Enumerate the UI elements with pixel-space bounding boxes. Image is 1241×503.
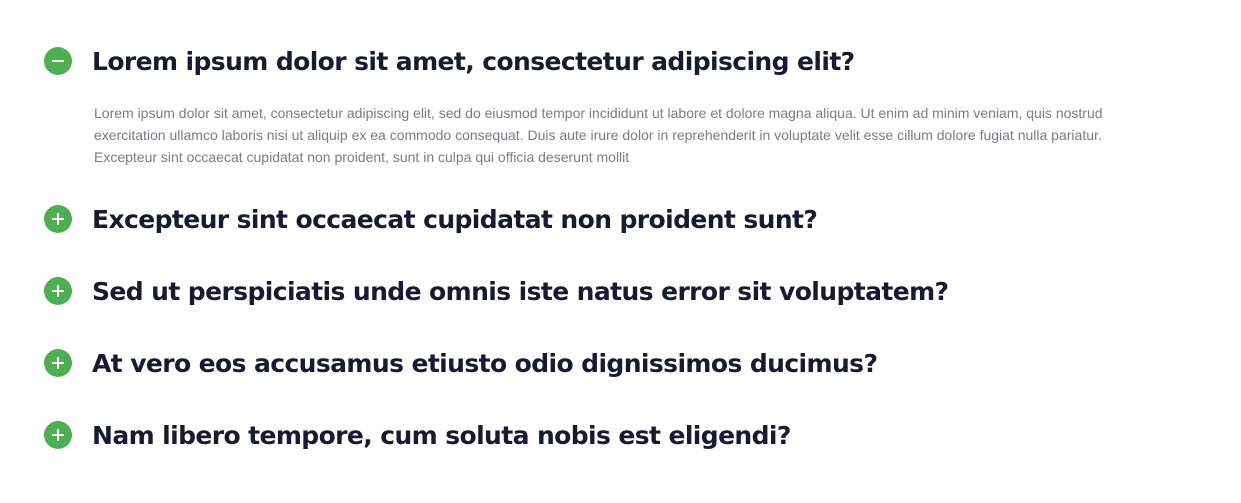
faq-item xyxy=(44,415,791,455)
faq-question-header[interactable] xyxy=(44,415,791,455)
faq-item xyxy=(44,199,817,239)
faq-answer: Lorem ipsum dolor sit amet, consectetur adipiscing elit, sed do eiusmod tempor incididunt ut labore et dolore magna aliqua. Ut enim ad minim veniam, quis nostrud exercitation ullamco laboris nisi ut aliquip ex ea commodo consequat. Duis aute irure dolor in reprehenderit in voluptate velit esse cillum dolore fugiat nulla pariatur. Excepteur sint occaecat cupidatat non proident, sunt in culpa qui officia deserunt mollit xyxy=(94,105,1103,165)
faq-question-header[interactable] xyxy=(44,271,948,311)
plus-icon[interactable] xyxy=(44,421,72,449)
plus-icon[interactable] xyxy=(44,205,72,233)
minus-icon[interactable] xyxy=(44,47,72,75)
faq-question[interactable]: Lorem ipsum dolor sit amet, consectetur adipiscing elit? xyxy=(92,46,855,76)
plus-icon[interactable] xyxy=(44,277,72,305)
plus-icon[interactable] xyxy=(44,349,72,377)
faq-question[interactable]: Excepteur sint occaecat cupidatat non proident sunt? xyxy=(92,204,818,234)
faq-question-header[interactable] xyxy=(44,41,1204,81)
faq-question-header[interactable] xyxy=(44,343,877,383)
faq-question-header[interactable] xyxy=(44,199,817,239)
faq-item xyxy=(44,343,877,383)
faq-question[interactable]: Sed ut perspiciatis unde omnis iste natus error sit voluptatem? xyxy=(92,276,949,306)
faq-item xyxy=(44,41,1204,168)
faq-item xyxy=(44,271,948,311)
faq-question[interactable]: At vero eos accusamus etiusto odio dignissimos ducimus? xyxy=(92,348,878,378)
faq-question[interactable]: Nam libero tempore, cum soluta nobis est eligendi? xyxy=(92,420,791,450)
